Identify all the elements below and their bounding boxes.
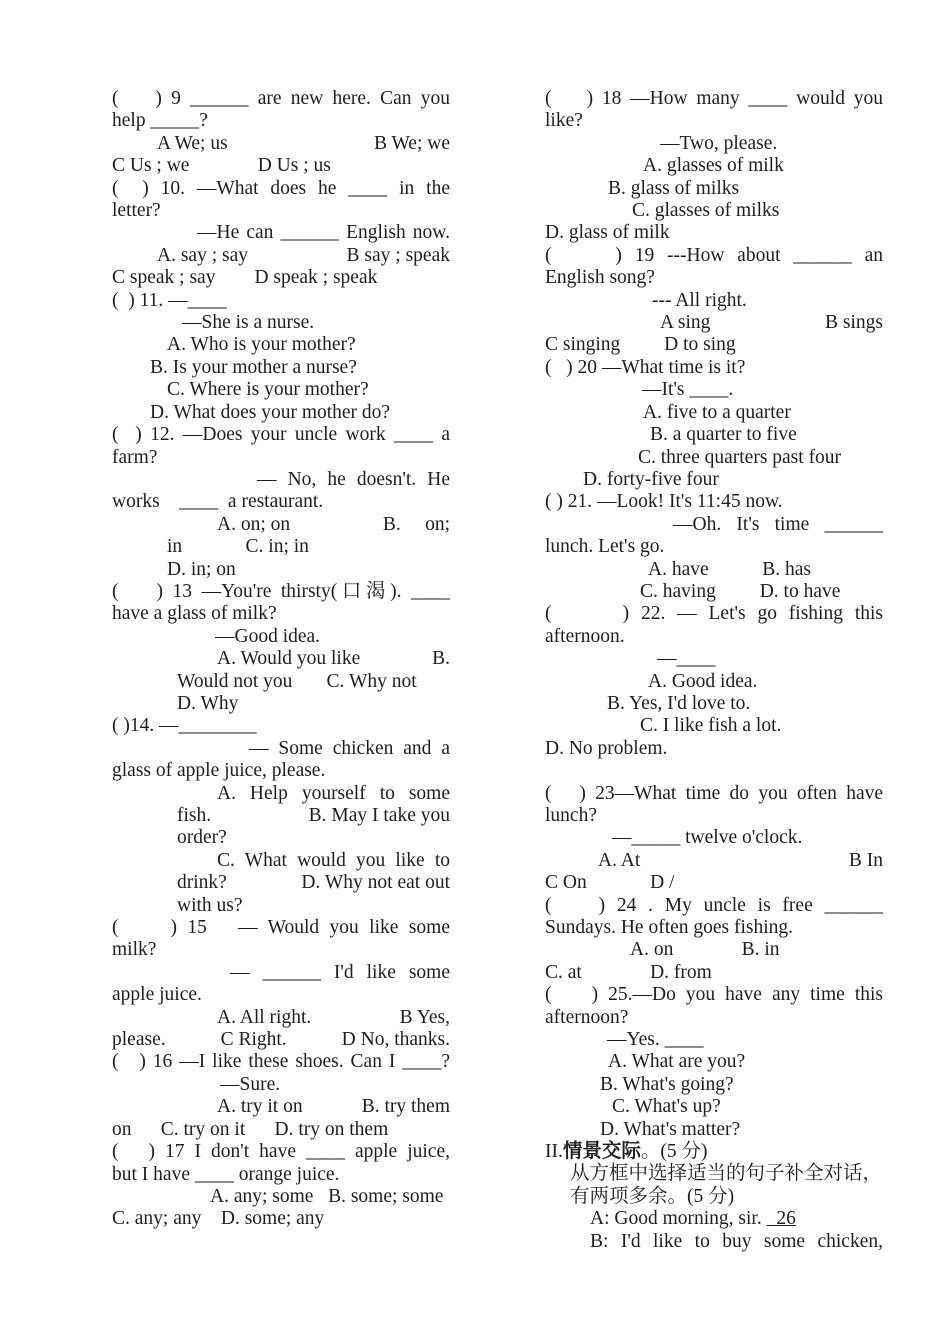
text-segment: drink? (177, 872, 227, 894)
text-line (112, 1029, 450, 1051)
text-line: 有两项多余。(5 分) (570, 1185, 735, 1207)
text-line: A. five to a quarter (643, 401, 791, 423)
text-run: II. (545, 1141, 563, 1163)
text-line: D. What's matter? (600, 1118, 741, 1140)
text-line: A. What are you? (608, 1051, 746, 1073)
text-line: A. have B. has (648, 558, 812, 580)
text-line: A. Who is your mother? (167, 334, 356, 356)
text-line: ( ) 13 —You're thirsty(口渴). ____ (112, 580, 450, 602)
text-line: order? (177, 827, 227, 849)
text-line: C. any; any D. some; any (112, 1208, 325, 1230)
text-line: ( ) 18 —How many ____ would you (545, 88, 883, 109)
text-line: ( ) 21. —Look! It's 11:45 now. (545, 491, 783, 513)
text-run: 情景交际 (562, 1141, 641, 1163)
text-line: glass of apple juice, please. (112, 760, 326, 782)
text-line (112, 872, 450, 894)
text-line: — No, he doesn't. He (257, 468, 450, 490)
text-line: —It's ____. (642, 379, 734, 401)
text-segment: B. (432, 648, 450, 670)
text-line: ( ) 25.—Do you have any time this (545, 984, 883, 1006)
text-segment: A. Would you like (217, 648, 361, 670)
text-line: but I have ____ orange juice. (112, 1163, 340, 1185)
text-line: B: I'd like to buy some chicken, (590, 1230, 883, 1252)
text-segment: A sing (660, 312, 711, 334)
text-line: afternoon? (545, 1006, 629, 1028)
text-segment: D No, thanks. (341, 1029, 450, 1051)
text-line: C. Where is your mother? (167, 379, 369, 401)
text-segment: A. on; on (217, 513, 291, 535)
text-segment: B. try them (361, 1096, 450, 1118)
text-line: afternoon. (545, 625, 625, 647)
text-line: B. Is your mother a nurse? (150, 356, 357, 378)
text-line: C. having D. to have (640, 580, 841, 602)
text-line: ( ) 15 — Would you like some (112, 917, 450, 939)
text-line: C On D / (545, 872, 675, 894)
text-line: D. What does your mother do? (150, 401, 391, 423)
text-segment: fish. (177, 805, 212, 826)
text-segment: C Right. (220, 1029, 287, 1051)
text-line (545, 1208, 883, 1230)
text-line (545, 760, 883, 782)
text-line: ( ) 9 ______ are new here. Can you (112, 88, 450, 109)
right-column (545, 88, 883, 1253)
text-line: letter? (112, 200, 161, 222)
text-segment: A. At (598, 849, 641, 871)
text-line: D. Why (177, 692, 239, 714)
text-line: ( ) 23—What time do you often have (545, 782, 883, 804)
text-line: apple juice. (112, 984, 202, 1006)
text-line: ( ) 22. — Let's go fishing this (545, 603, 883, 625)
text-line: A. on B. in (630, 939, 780, 961)
text-line: have a glass of milk? (112, 603, 277, 625)
text-line: ( ) 17 I don't have ____ apple juice, (112, 1141, 450, 1163)
text-segment: B In (848, 849, 883, 871)
text-line: D. No problem. (545, 737, 668, 759)
text-segment: B. on; (382, 513, 450, 535)
text-line: —____ (657, 648, 716, 670)
text-line: works ____ a restaurant. (112, 491, 324, 513)
text-line (112, 805, 450, 827)
text-line: lunch. Let's go. (545, 536, 665, 558)
text-segment: A. All right. (217, 1006, 312, 1028)
text-line (112, 514, 450, 536)
text-run: A: Good morning, sir. (590, 1208, 767, 1230)
text-line: C speak ; say D speak ; speak (112, 267, 378, 289)
text-line: farm? (112, 446, 158, 468)
text-line: C singing D to sing (545, 334, 736, 356)
text-line: D. glass of milk (545, 222, 670, 244)
text-line: A. Good idea. (648, 670, 758, 692)
text-line: A. glasses of milk (643, 155, 784, 177)
text-line: C. What would you like to (217, 849, 450, 871)
text-line: A. any; some B. some; some (210, 1185, 444, 1207)
text-line: --- All right. (652, 289, 747, 311)
text-line: D. in; on (167, 558, 236, 580)
left-column (112, 88, 450, 1231)
text-segment: A. say ; say (157, 244, 248, 266)
text-line: ( ) 24 . My uncle is free ______ (545, 894, 883, 916)
text-line: C. glasses of milks (632, 200, 780, 222)
text-line: on C. try on it D. try on them (112, 1118, 389, 1140)
text-run: 26 (766, 1208, 796, 1230)
text-run: 。(5 分) (640, 1141, 708, 1163)
text-line: — ______ I'd like some (230, 961, 450, 983)
text-line: ( )14. —________ (112, 715, 257, 737)
text-segment: A We; us (157, 132, 228, 154)
text-line: —_____ twelve o'clock. (612, 827, 803, 849)
text-line: C Us ; we D Us ; us (112, 155, 331, 177)
text-line: D. forty-five four (583, 468, 719, 490)
text-line: —Two, please. (660, 132, 778, 154)
text-line: lunch? (545, 804, 597, 826)
text-segment: B sings (825, 312, 883, 334)
text-segment: A. try it on (217, 1096, 303, 1118)
text-line: Sundays. He often goes fishing. (545, 917, 794, 939)
text-line: English song? (545, 267, 655, 289)
text-line: B. Yes, I'd love to. (607, 692, 751, 714)
text-line: —She is a nurse. (182, 312, 315, 334)
text-line: A. Help yourself to some (217, 782, 450, 804)
text-line: C. What's up? (612, 1096, 721, 1118)
text-line (112, 1007, 450, 1029)
text-segment: D. Why not eat out (301, 872, 450, 894)
text-line: — Some chicken and a (249, 737, 450, 759)
text-line: 从方框中选择适当的句子补全对话， (570, 1163, 883, 1185)
text-line: ( ) 12. —Does your uncle work ____ a (112, 424, 450, 446)
text-line: B. glass of milks (608, 177, 740, 199)
text-segment: B. May I take you (308, 805, 450, 826)
text-line: with us? (177, 894, 243, 916)
text-line: in C. in; in (167, 536, 309, 558)
text-line: B. What's going? (600, 1073, 734, 1095)
text-line: Would not you C. Why not (177, 670, 417, 692)
text-line: ( ) 19 ---How about ______ an (545, 244, 883, 266)
text-line (545, 312, 883, 334)
text-segment: B Yes, (399, 1006, 450, 1028)
text-line: —Sure. (220, 1073, 281, 1095)
text-line: —Yes. ____ (607, 1029, 704, 1051)
text-line: C. three quarters past four (638, 446, 842, 468)
text-line (112, 1096, 450, 1118)
text-line: B. a quarter to five (650, 424, 797, 446)
text-line: like? (545, 110, 583, 132)
text-line (545, 850, 883, 872)
text-line: —Oh. It's time ______ (673, 513, 883, 535)
text-line: C. at D. from (545, 961, 712, 983)
text-line: C. I like fish a lot. (640, 715, 782, 737)
text-line (112, 133, 450, 155)
text-segment: B say ; speak (346, 244, 450, 266)
text-line: —He can ______ English now. (197, 222, 450, 244)
text-line: help _____? (112, 110, 208, 132)
text-line: —Good idea. (215, 625, 321, 647)
text-line: milk? (112, 939, 157, 961)
text-segment: please. (112, 1029, 166, 1051)
text-line: ( ) 20 —What time is it? (545, 356, 746, 378)
text-line (112, 648, 450, 670)
text-line (112, 245, 450, 267)
text-line (545, 1141, 883, 1163)
text-line: ( ) 16 —I like these shoes. Can I ____? (112, 1051, 450, 1073)
text-segment: B We; we (373, 132, 450, 154)
text-line: ( ) 10. —What does he ____ in the (112, 177, 450, 199)
text-line: ( ) 11. —____ (112, 289, 227, 311)
